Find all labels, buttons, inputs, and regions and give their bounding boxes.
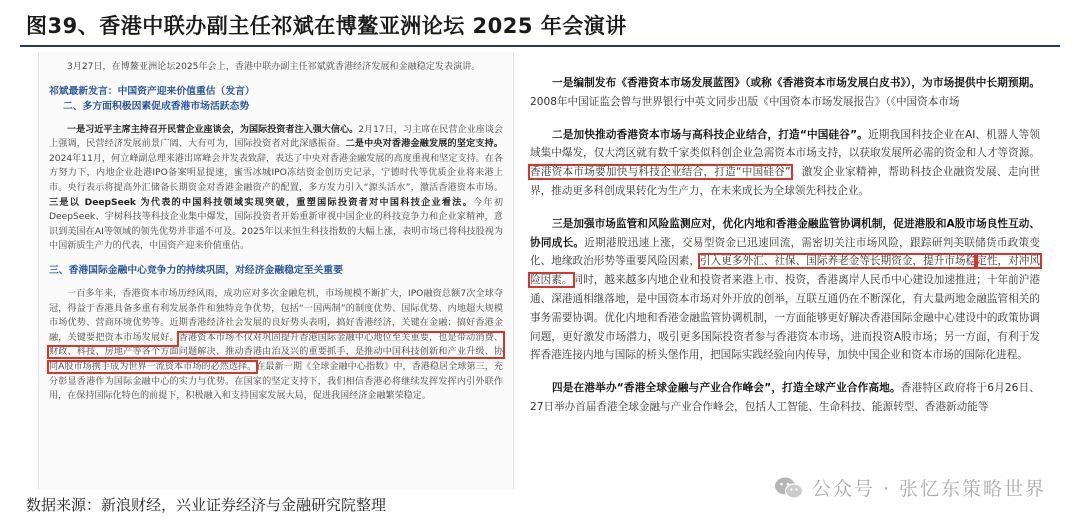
factor-two-text: 2024年11月，何立峰副总理来港出席峰会并发表致辞，表达了中央对香港金融发展的高度重视和坚定支持。在各方努力下，内地企业赴港IPO备案明显提速，蜜雪冰城IPO冻结资金创历史记录，宁德时代等优质企业将来港上市。央行表示将提高外汇储备长期资金对香港金融资产的配置，多方发力引入“源头活水”，激活香港资本市场。 (49, 153, 503, 193)
right-column (522, 52, 1048, 490)
section-heading-three: 三、香港国际金融中心竞争力的持续巩固，对经济金融稳定至关重要 (49, 264, 343, 276)
wechat-icon (774, 476, 804, 500)
title-divider (20, 45, 1060, 47)
left-column (38, 52, 514, 490)
silicon-valley-paragraph (530, 126, 1040, 201)
regulation-paragraph (530, 215, 1040, 365)
factor-one-text: 2月17日，习主席在民营企业座谈会上强调，民营经济发展前景广阔、大有可为，国际投资者对此深感振奋。 (49, 124, 503, 150)
highlighted-long-term-funds-text: 引入更多外汇、社保、国际养老金等长期资金，提升市场稳 (700, 255, 977, 268)
watermark (774, 474, 1046, 501)
article-screenshot (38, 52, 1048, 490)
regulation-tail-text: 同时，越来越多内地企业和投资者来港上市、投资，香港离岸人民币中心建设加速推进；十年前沪港通、深港通相继落地，是中国资本市场对外开放的创举，互联互通仍在不断深化，有大量两地金融监管相关的事务需要协调。优化内地和香港金融监管协调机制，一方面能够更好解决香港国际金融中心建设中的政策协调问题，更好激发市场潜力，吸引更多国际投资者参与香港资本市场，进而投资A股市场；另一方面，有利于发挥香港连接内地与国际的桥头堡作用，把国际实践经验向内传导，加快中国企业和资本市场的国际化进程。 (530, 274, 1041, 362)
competitiveness-tail-text: 在最新一期《全球金融中心指数》中，香港稳居全球第三，充分彰显香港作为国际金融中心的实力与优势。在国家的坚定支持下，我们相信香港必将继续发挥发挥内引外联作用，在保持国际化特色的前提下，积极融入和支持国家发展大局，促进我国经济金融繁荣稳定。 (49, 361, 503, 402)
section-heading-main: 祁斌最新发言：中国资产迎来价值重估（发言） (49, 85, 255, 97)
competitiveness-paragraph (49, 287, 503, 404)
silicon-valley-bold: 二是加快推动香港资本市场与高科技企业结合，打造“中国硅谷”。 (552, 128, 868, 141)
section-heading-two: 二、多方面积极因素促成香港市场活跃态势 (63, 100, 250, 112)
summit-bold: 四是在港举办“香港全球金融与产业合作峰会”，打造全球产业合作高地。 (552, 382, 901, 395)
factor-three-text: 今年初DeepSeek、宇树科技等科技企业集中爆发，国际投资者开始重新审视中国企业的科技竞争力和企业家精神，意识到美国在AI等领域的领先优势并非遥不可及。2025年以来恒生科技指数的大幅上涨，表明市场已将科技股视为中国新质生产力的代表，中国资产迎来价值重估。 (49, 197, 503, 252)
factor-three-bold: 三是以 DeepSeek 为代表的中国科技领域实现突破，重塑国际投资者对中国科技企业看法。 (49, 197, 474, 208)
factor-one-bold: 一是习近平主席主持召开民营企业座谈会，为国际投资者注入强大信心。 (67, 124, 359, 135)
highlighted-stability-text: 定性，对冲风险因素。 (530, 255, 1041, 287)
blueprint-text: 2008年中国证监会曾与世界银行中英文同步出版《中国资本市场发展报告》（《中国资本市场 (530, 95, 960, 108)
highlighted-capital-market-text: 香港资本市场不仅对巩固提升香港国际金融中心地位至关重要，也是带动消费、财政、科技、房地产等各个方面问题解决、推动香港由治及兴的重要抓手，是推动中国科技创新和产业升级、协同A股市场携手成为世界一流资本市场的必然选择。 (49, 332, 503, 372)
figure-title: 图39、香港中联办副主任祁斌在博鳌亚洲论坛 2025 年会演讲 (26, 14, 627, 38)
factors-paragraph (49, 123, 503, 254)
regulation-bold: 三是加强市场监管和风险监测应对，优化内地和香港金融监管协调机制，促进港股和A股市场良性互动、协同成长。 (530, 217, 1040, 249)
summit-text: 香港特区政府将于6月26日、27日举办首届香港全球金融与产业合作峰会，包括人工智能、生命科技、能源转型、香港新动能等 (530, 382, 1040, 413)
summit-paragraph (530, 379, 1040, 417)
silicon-valley-text: 近期我国科技企业在AI、机器人等领域集中爆发，仅大湾区就有数千家类似科创企业急需资本市场支持，以获取发展所必需的资金和人才等资源。 (530, 128, 1040, 160)
watermark-text: 公众号 · 张忆东策略世界 (811, 478, 1046, 500)
data-source-note: 数据来源：新浪财经，兴业证券经济与金融研究院整理 (26, 496, 387, 514)
blueprint-bold: 一是编制发布《香港资本市场发展蓝图》（或称《香港资本市场发展白皮书》），为市场提供中长期预期。 (552, 77, 1040, 89)
silicon-valley-tail-text: ，激发企业家精神，帮助科技企业融资发展、走向世界，推动更多科创成果转化为生产力，在未来成长为全球领先科技企业。 (530, 166, 1040, 197)
highlighted-silicon-valley-text: 香港资本市场要加快与科技企业结合，打造“中国硅谷” (530, 166, 791, 179)
intro-paragraph: 3月27日，在博鳌亚洲论坛2025年会上，香港中联办副主任祁斌就香港经济发展和金融稳定发表演讲。 (67, 62, 481, 72)
regulation-text: 近期港股迅速上涨，交易型资金已迅速回流，需密切关注市场风险，跟踪研判美联储货币政策变化、地缘政治形势等重要风险因素， (530, 236, 1041, 268)
blueprint-paragraph (530, 74, 1040, 112)
competitiveness-text: 一百多年来，香港资本市场历经风雨，成功应对多次金融危机，市场规模不断扩大，IPO融资总额7次全球夺冠，得益于香港具备多重有利发展条件和独特竞争优势，包括“一国两制”的制度优势、国际优势、内地超大规模市场优势、营商环境优势等。近期香港经济社会发展的良好势头表明，搞好香港经济，关键在金融；搞好香港金融，关键要把资本市场发展好。 (49, 288, 503, 343)
factor-two-bold: 二是中央对香港金融发展的坚定支持。 (345, 139, 503, 150)
